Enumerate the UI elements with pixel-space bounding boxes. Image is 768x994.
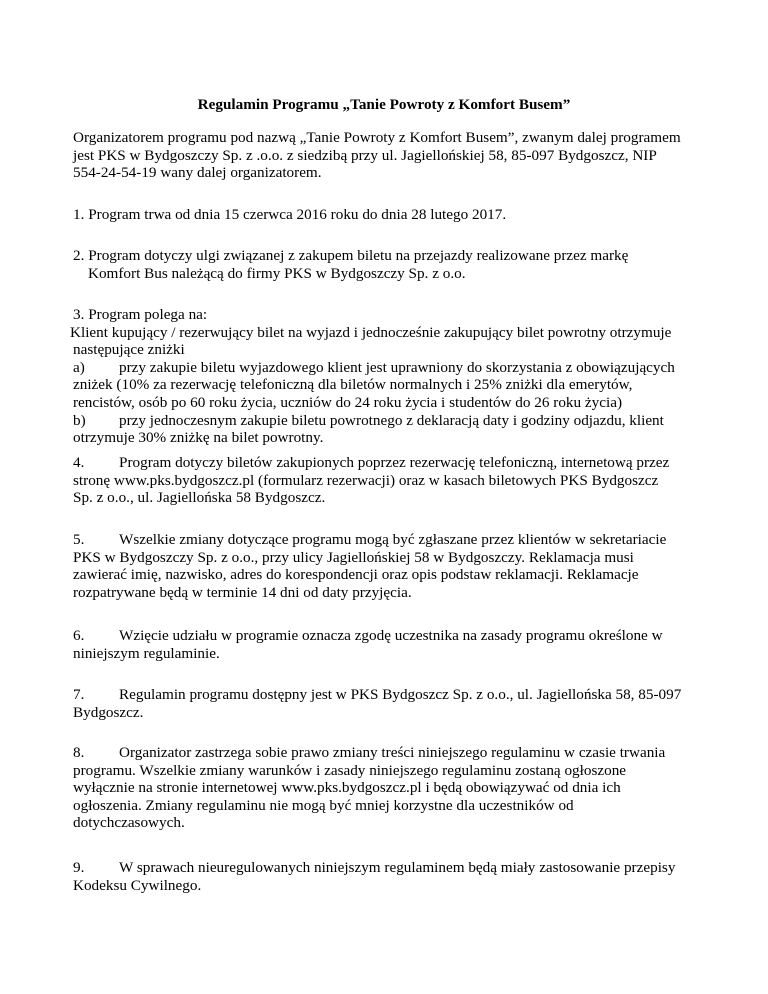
paragraph-8-number: 8. xyxy=(73,744,85,761)
paragraph-8-line: ogłoszenia. Zmiany regulaminu nie mogą być mniej korzystne dla uczestników od xyxy=(73,796,574,814)
paragraph-6-number: 6. xyxy=(73,627,85,644)
paragraph-9-line: Kodeksu Cywilnego. xyxy=(73,876,202,894)
item-a-marker: a) xyxy=(73,358,85,376)
paragraph-7-line: Bydgoszcz. xyxy=(73,703,144,721)
item-b-line: otrzymuje 30% zniżkę na bilet powrotny. xyxy=(73,429,324,447)
paragraph-5-line: PKS w Bydgoszczy Sp. z o.o., przy ulicy Jagiellońskiej 58 w Bydgoszczy. Reklamacja musi xyxy=(73,548,634,566)
paragraph-5-line: rozpatrywane będą w terminie 14 dni od daty przyjęcia. xyxy=(73,583,412,601)
paragraph-7-text: Regulamin programu dostępny jest w PKS Bydgoszcz Sp. z o.o., ul. Jagiellońska 58, 85-097 xyxy=(119,686,682,703)
paragraph-3-line: następujące zniżki xyxy=(73,341,185,359)
paragraph-1 xyxy=(73,206,713,224)
paragraph-3-line: Klient kupujący / rezerwujący bilet na wyjazd i jednocześnie zakupujący bilet powrotny otrzymuje xyxy=(70,323,672,341)
paragraph-1-line: 1. Program trwa od dnia 15 czerwca 2016 roku do dnia 28 lutego 2017. xyxy=(73,206,507,223)
paragraph-3-line: 3. Program polega na: xyxy=(73,306,208,323)
document-title: Regulamin Programu „Tanie Powroty z Komfort Busem” xyxy=(197,96,571,113)
item-b-line xyxy=(70,412,720,430)
intro-line: Organizatorem programu pod nazwą „Tanie Powroty z Komfort Busem”, zwanym dalej programem xyxy=(73,129,681,146)
paragraph-5-text: Wszelkie zmiany dotyczące programu mogą być zgłaszane przez klientów w sekretariacie xyxy=(119,531,667,548)
item-a-line xyxy=(70,359,720,377)
paragraph-6-line: niniejszym regulaminie. xyxy=(73,644,220,662)
paragraph-5 xyxy=(73,531,713,601)
intro-paragraph xyxy=(73,129,713,182)
item-a-text: przy zakupie biletu wyjazdowego klient jest uprawniony do skorzystania z obowiązujących xyxy=(119,358,675,376)
paragraph-7 xyxy=(73,686,713,721)
paragraph-5-number: 5. xyxy=(73,531,85,548)
paragraph-9 xyxy=(73,859,713,894)
paragraph-8-line xyxy=(73,744,713,762)
paragraph-8-line: wyłącznie na stronie internetowej www.pks.bydgoszcz.pl i będą obowiązywać od dnia ich xyxy=(73,779,621,797)
paragraph-8-line: programu. Wszelkie zmiany warunków i zasady niniejszego regulaminu zostaną ogłoszone xyxy=(73,761,627,779)
paragraph-4-line: Sp. z o.o., ul. Jagiellońska 58 Bydgoszcz. xyxy=(73,489,326,507)
paragraph-7-number: 7. xyxy=(73,686,85,703)
paragraph-9-number: 9. xyxy=(73,859,85,876)
item-a-line: zniżek (10% za rezerwację telefoniczną dla biletów normalnych i 25% zniżki dla emerytów, xyxy=(73,376,633,394)
paragraph-8-line: dotychczasowych. xyxy=(73,814,185,832)
intro-line: jest PKS w Bydgoszczy Sp. z .o.o. z siedzibą przy ul. Jagiellońskiej 58, 85-097 Bydgoszcz, NIP xyxy=(73,146,657,164)
paragraph-6-line xyxy=(73,627,713,645)
paragraph-9-line xyxy=(73,859,713,877)
paragraph-9-text: W sprawach nieuregulowanych niniejszym regulaminem będą miały zastosowanie przepisy xyxy=(119,859,676,876)
item-b-text: przy jednoczesnym zakupie biletu powrotnego z deklaracją daty i godziny odjazdu, klient xyxy=(119,411,664,429)
intro-line: 554-24-54-19 wany dalej organizatorem. xyxy=(73,164,322,182)
paragraph-5-line xyxy=(73,531,713,549)
paragraph-6-text: Wzięcie udziału w programie oznacza zgodę uczestnika na zasady programu określone w xyxy=(119,627,663,644)
paragraph-3 xyxy=(70,306,720,447)
paragraph-2 xyxy=(73,247,713,282)
paragraph-4-text: Program dotyczy biletów zakupionych poprzez rezerwację telefoniczną, internetową przez xyxy=(119,454,670,471)
paragraph-4-line: stronę www.pks.bydgoszcz.pl (formularz rezerwacji) oraz w kasach biletowych PKS Bydgoszcz xyxy=(73,471,659,489)
paragraph-2-line: 2. Program dotyczy ulgi związanej z zakupem biletu na przejazdy realizowane przez markę xyxy=(73,247,629,264)
paragraph-4 xyxy=(73,454,713,507)
paragraph-6 xyxy=(73,627,713,662)
item-b-marker: b) xyxy=(73,411,86,429)
paragraph-8 xyxy=(73,744,713,832)
paragraph-4-line xyxy=(73,454,713,472)
item-a-line: rencistów, osób po 60 roku życia, uczniów do 24 roku życia i studentów do 26 roku życia) xyxy=(73,393,623,411)
paragraph-5-line: zawierać imię, nazwisko, adres do korespondencji oraz opis podstaw reklamacji. Reklamacje xyxy=(73,566,639,584)
paragraph-2-line: Komfort Bus należącą do firmy PKS w Bydgoszczy Sp. z o.o. xyxy=(88,264,466,282)
paragraph-7-line xyxy=(73,686,713,704)
paragraph-4-number: 4. xyxy=(73,454,85,471)
paragraph-8-text: Organizator zastrzega sobie prawo zmiany treści niniejszego regulaminu w czasie trwania xyxy=(119,744,666,761)
